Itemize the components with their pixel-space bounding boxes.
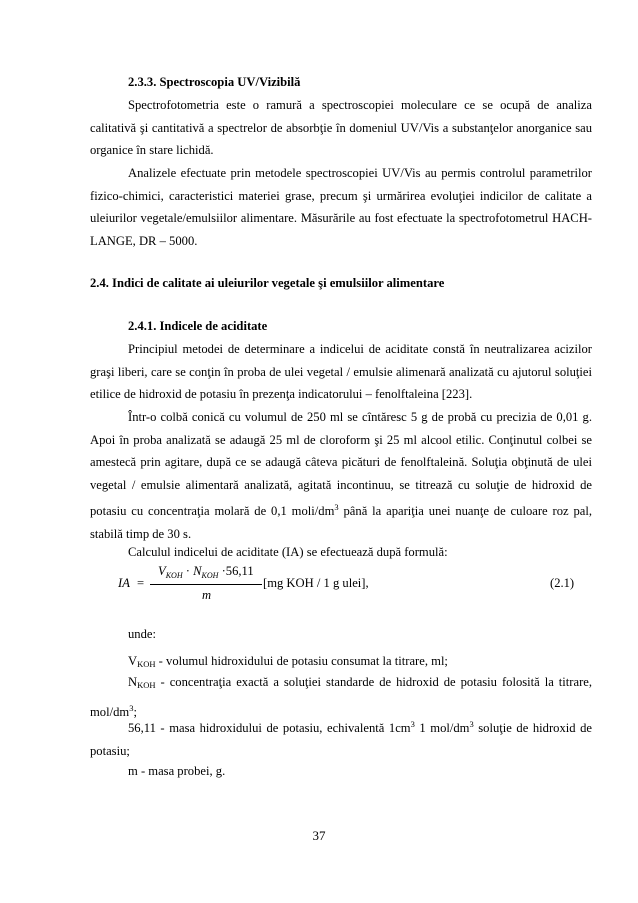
formula-units: [mg KOH / 1 g ulei], [263,576,369,590]
paragraph-method-principle: Principiul metodei de determinare a indicelui de aciditate constă în neutralizarea acizilor graşi liberi, care se conţin în proba de ulei vegetal / emulsie alimenară analizată cu ajutorul soluţiei etilice de hidroxid de potasiu în prezenţa indicatorului – fenolftaleina [223]. [90,342,592,402]
procedure-superscript: 3 [334,502,339,513]
section-heading-2-3-3: 2.3.3. Spectroscopia UV/Vizibilă [128,75,301,89]
paragraph-spectrophotometry: Spectrofotometria este o ramură a spectroscopiei moleculare ce se ocupă de analiza calitativă şi cantitativă a spectrelor de absorbţie în domeniul UV/Vis a substanţelor anorganice sau organice în stare lichidă. [90,98,592,158]
def-c-superscript-1: 3 [410,719,415,729]
definition-v-koh [128,653,448,672]
definitions-intro: unde: [128,627,156,641]
formula-number: (2.1) [550,576,575,590]
page-number: 37 [312,828,326,843]
section-heading-2-4-1: 2.4.1. Indicele de aciditate [128,319,268,333]
section-heading-2-4: 2.4. Indici de calitate ai uleiurilor vegetale şi emulsiilor alimentare [90,276,445,290]
formula-dot-1: · [185,564,190,578]
def-c-tail: soluţie de hidroxid de potasiu; [90,721,592,758]
formula-lhs: IA [118,576,130,590]
definition-mass: m - masa probei, g. [128,764,226,778]
def-n-subscript: KOH [137,680,156,690]
paragraph-uv-vis-analyses: Analizele efectuate prin metodele spectroscopiei UV/Vis au permis controlul parametrilor fizico-chimici, caracteristici materiei grase, precum şi urmărirea evoluţiei indicilor de calitate a uleiurilor vegetale/emulsiilor alimentare. Măsurările au fost efectuate la spectrofotometrul HACH-LANGE, DR – 5000. [90,166,592,248]
def-c-mid: 1 mol/dm [414,721,470,735]
def-n-tail: ; [133,704,137,719]
formula-v: V [158,564,166,578]
def-n-symbol: N [128,675,138,689]
definition-constant [90,713,592,762]
def-n-superscript: 3 [129,702,134,713]
formula-v-sub: KOH [165,571,183,580]
def-c-superscript-2: 3 [469,719,474,729]
procedure-text-a: Într-o colbă conică cu volumul de 250 ml se cîntăresc 5 g de probă cu precizia de 0,01 g. Apoi în proba analizată se adaugă 25 ml de cloroform şi 25 ml alcool etilic. Conţinutul colbei se amestecă prin agitare, după ce se adaugă câteva picături de fenolftaleină. Soluţia obţinută de ulei vegetal / emulsie alimentară analizată, agitată incontinuu, se titrează cu soluţie de hidroxid de potasiu cu concentraţia molară de 0,1 moli/dm [90,410,592,519]
paragraph-calculation-intro: Calculul indicelui de aciditate (IA) se efectuează după formulă: [128,545,448,559]
def-c-text: 56,11 - masa hidroxidului de potasiu, echivalentă 1cm [128,721,411,735]
acidity-index-formula [118,560,598,610]
formula-fraction-bar [150,584,262,585]
formula-equals: = [137,576,145,590]
paragraph-procedure [90,406,592,546]
procedure-text-b: până la apariţia unei nuanţe de culoare roz pal, stabilă timp de 30 s. [90,504,592,541]
def-v-subscript: KOH [137,659,156,669]
def-v-text: - volumul hidroxidului de potasiu consumat la titrare, ml; [155,654,448,668]
formula-numerator [158,564,254,579]
formula-denominator: m [202,588,212,602]
def-n-text: - concentraţia exactă a soluţiei standarde de hidroxid de potasiu folosită la titrare, mol/dm [90,675,592,719]
formula-dot-2: · [221,564,226,578]
def-v-symbol: V [128,654,138,668]
formula-n-sub: KOH [201,571,219,580]
formula-constant: 56,11 [225,564,254,578]
formula-n: N [193,564,202,578]
